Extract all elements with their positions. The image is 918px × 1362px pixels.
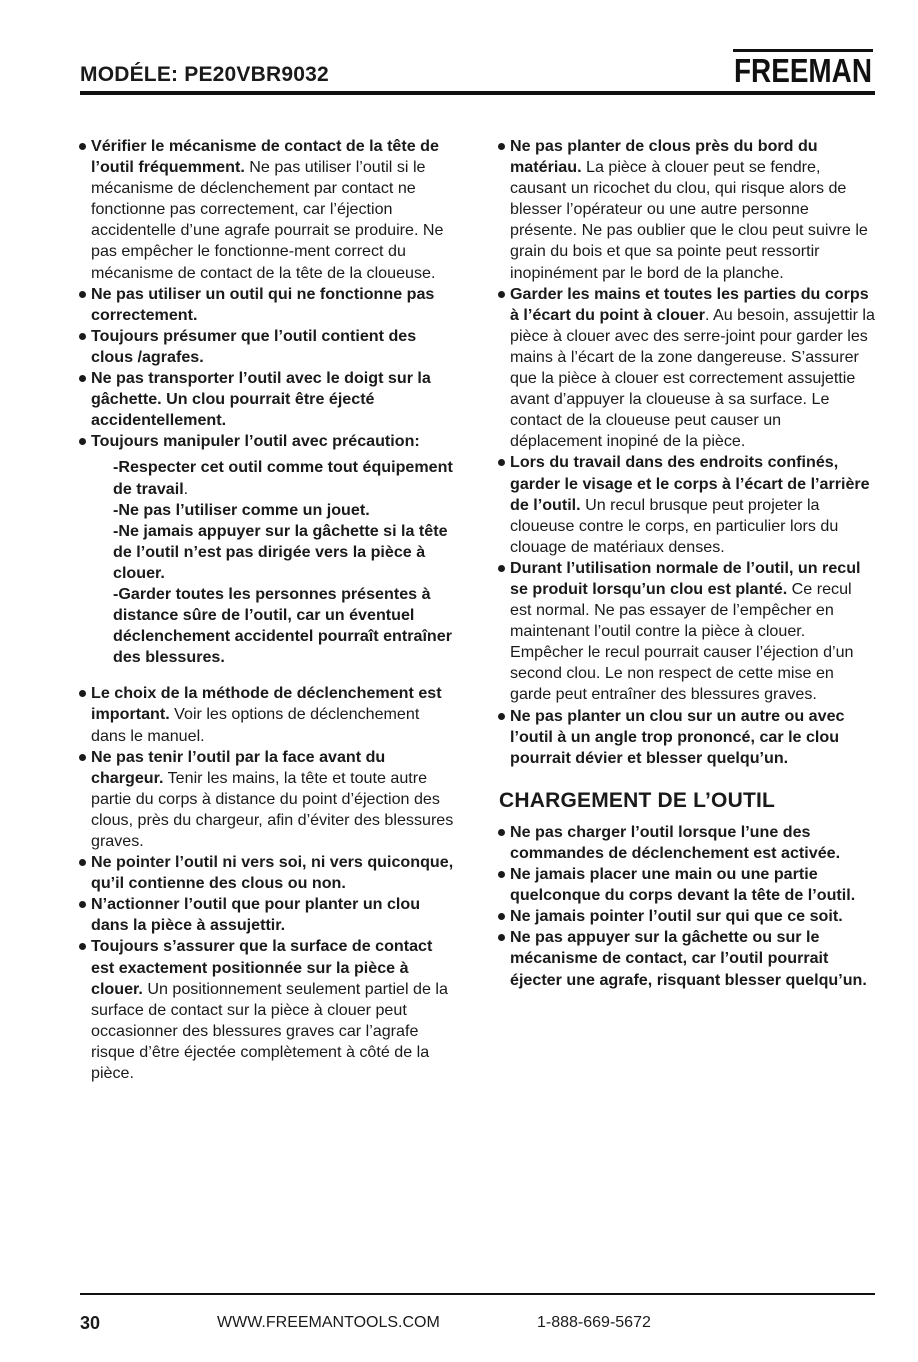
svg-text:FREEMAN: FREEMAN: [734, 52, 872, 89]
sub-item: -Ne jamais appuyer sur la gâchette si la tête de l’outil n’est pas dirigée vers la pièce à clouer.: [113, 521, 448, 582]
loading-item: Ne jamais pointer l’outil sur qui que ce soit.: [497, 906, 875, 927]
safety-item: Ne pointer l’outil ni vers soi, ni vers quiconque, qu’il contienne des clous ou non.: [78, 852, 458, 894]
safety-item: Le choix de la méthode de déclenchement est important. Voir les options de déclenchement dans le manuel.: [78, 683, 458, 746]
header-rule: [80, 91, 875, 95]
footer-rule: [80, 1293, 875, 1295]
safety-item: Durant l’utilisation normale de l’outil, un recul se produit lorsqu’un clou est planté. Ce recul est normal. Ne pas essayer de l’empêcher en maintenant l’outil contre la pièce à clouer. Empêcher le recul pourrait causer l’éjection d’un second clou. Le non respect de cette mise en garde peut entraîner des blessures graves.: [497, 558, 875, 706]
safety-item: Toujours manipuler l’outil avec précaution:: [78, 431, 458, 452]
loading-item: Ne pas charger l’outil lorsque l’une des commandes de déclenchement est activée.: [497, 822, 875, 864]
website-link[interactable]: WWW.FREEMANTOOLS.COM: [217, 1314, 440, 1331]
safety-item: Toujours s’assurer que la surface de contact est exactement positionnée sur la pièce à clouer. Un positionnement seulement partiel de la surface de contact sur la pièce à clouer peut occasionner des blessures graves car l’agrafe risque d’être éjectée complètement à côté de la pièce.: [78, 936, 458, 1084]
phone-number: 1-888-669-5672: [537, 1314, 651, 1331]
safety-item: Ne pas transporter l’outil avec le doigt sur la gâchette. Un clou pourrait être éjecté accidentellement.: [78, 368, 458, 431]
safety-item: Ne pas planter de clous près du bord du matériau. La pièce à clouer peut se fendre, causant un ricochet du clou, qui risque alors de blesser l’opérateur ou une autre personne présente. Ne pas oublier que le clou peut suivre le grain du bois et que sa pointe peut ressortir inopinément par le bord de la planche.: [497, 136, 875, 284]
sub-item: -Garder toutes les personnes présentes à distance sûre de l’outil, car un éventuel déclenchement accidentel pourraît entraîner des blessures.: [113, 584, 452, 667]
safety-item: Toujours présumer que l’outil contient des clous /agrafes.: [78, 326, 458, 368]
safety-item: Lors du travail dans des endroits confinés, garder le visage et le corps à l’écart de l’arrière de l’outil. Un recul brusque peut projeter la cloueuse contre le corps, en particulier lors du clouage de matériaux denses.: [497, 452, 875, 557]
safety-item: Vérifier le mécanisme de contact de la tête de l’outil fréquemment. Ne pas utiliser l’outil si le mécanisme de déclenchement par contact ne fonctionne pas correctement, car l’éjection accidentelle d’une agrafe pourrait se produire. Ne pas empêcher le fonctionne-ment correct du mécanisme de contact de la tête de la cloueuse.: [78, 136, 458, 284]
handling-sublist: [113, 457, 458, 668]
freeman-logo: [733, 49, 873, 89]
model-heading: MODÉLE: PE20VBR9032: [80, 63, 329, 86]
left-column: [78, 136, 458, 1084]
safety-item: Ne pas planter un clou sur un autre ou avec l’outil à un angle trop prononcé, car le clou pourrait dévier et blesser quelqu’un.: [497, 706, 875, 769]
safety-item: N’actionner l’outil que pour planter un clou dans la pièce à assujettir.: [78, 894, 458, 936]
loading-item: Ne pas appuyer sur la gâchette ou sur le mécanisme de contact, car l’outil pourrait éjecter une agrafe, risquant blesser quelqu’un.: [497, 927, 875, 990]
safety-item: Ne pas utiliser un outil qui ne fonctionne pas correctement.: [78, 284, 458, 326]
sub-item: -Respecter cet outil comme tout équipement de travail.: [113, 458, 453, 498]
safety-item: Garder les mains et toutes les parties du corps à l’écart du point à clouer. Au besoin, assujettir la pièce à clouer avec des serre-joint pour garder les mains à l’écart de la zone dangereuse. S’assurer que la pièce à clouer est correctement assujettie avant d’appuyer la cloueuse à sa surface. Le contact de la cloueuse peut causer un déplacement inopiné de la pièce.: [497, 284, 875, 453]
right-column: [497, 136, 875, 991]
sub-item: -Ne pas l’utiliser comme un jouet.: [113, 500, 370, 519]
safety-item: Ne pas tenir l’outil par la face avant du chargeur. Tenir les mains, la tête et toute autre partie du corps à distance du point d’éjection des clous, près du chargeur, afin d’éviter des blessures graves.: [78, 747, 458, 852]
section-title-loading: CHARGEMENT DE L’OUTIL: [499, 788, 776, 812]
page-number: 30: [80, 1313, 101, 1333]
loading-item: Ne jamais placer une main ou une partie quelconque du corps devant la tête de l’outil.: [497, 864, 875, 906]
